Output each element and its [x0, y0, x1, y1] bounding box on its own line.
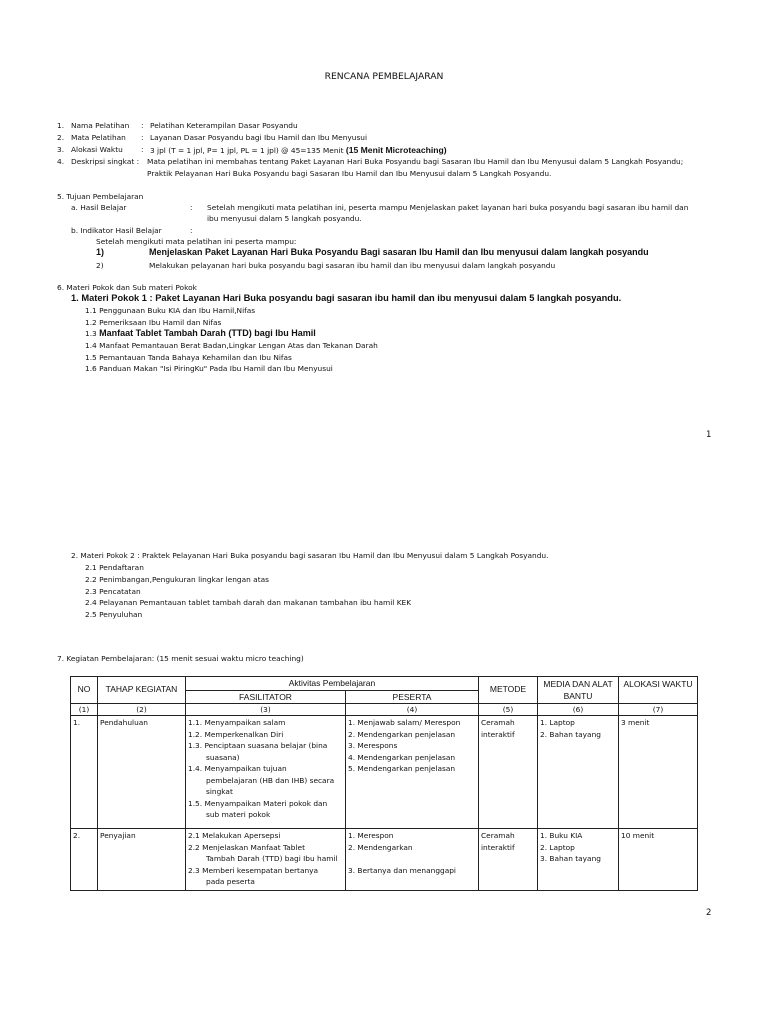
peserta-item: 3. Merespons	[348, 741, 398, 750]
peserta-item: 2. Mendengarkan penjelasan	[348, 729, 456, 739]
info-item-label: Nama Pelatihan	[71, 121, 130, 130]
row-tahap: Penyajian	[98, 829, 186, 891]
item-text: Menyampaikan Materi pokok dan	[204, 798, 328, 808]
peserta-item: 4. Mendengarkan penjelasan	[348, 752, 456, 762]
row-fasilitator	[186, 716, 346, 829]
peserta-item: 1. Merespon	[348, 831, 394, 840]
fasilitator-item	[188, 729, 343, 741]
item-text: Memperkenalkan Diri	[204, 729, 284, 739]
fasilitator-item	[188, 842, 343, 854]
row-peserta	[346, 829, 479, 891]
table-row	[71, 716, 698, 829]
column-number: (6)	[538, 704, 619, 716]
info-item-separator: :	[141, 133, 144, 142]
header-metode: METODE	[479, 677, 538, 704]
indikator-intro: Setelah mengikuti mata pelatihan ini peserta mampu:	[96, 237, 297, 246]
header-aktivitas: Aktivitas Pembelajaran	[186, 677, 479, 691]
indikator-item-text: Menjelaskan Paket Layanan Hari Buka Posyandu Bagi sasaran Ibu Hamil dan Ibu menyusui dalam langkah posyandu	[149, 247, 649, 257]
row-alokasi: 3 menit	[619, 716, 698, 829]
media-item: 1. Buku KIA	[540, 831, 583, 840]
header-alokasi: ALOKASI WAKTU	[619, 677, 698, 704]
tujuan-heading: 5. Tujuan Pembelajaran	[57, 192, 144, 201]
column-number: (7)	[619, 704, 698, 716]
column-number: (4)	[346, 704, 479, 716]
sub-materi-item: 1.6 Panduan Makan "Isi PiringKu" Pada Ibu Hamil dan Ibu Menyusui	[85, 364, 333, 373]
item-number: 1.1.	[188, 718, 203, 727]
item-continuation: pembelajaran (HB dan IHB) secara	[206, 775, 335, 785]
materi-heading: 6. Materi Pokok dan Sub materi Pokok	[57, 283, 197, 292]
column-number: (3)	[186, 704, 346, 716]
item-number: 2.3	[188, 865, 200, 875]
materi-pokok-1: 1. Materi Pokok 1 : Paket Layanan Hari Buka posyandu bagi sasaran ibu hamil dan ibu menyusui dalam 5 langkah posyandu.	[71, 293, 622, 303]
peserta-item	[348, 853, 476, 865]
sub-materi-item: 1.1 Penggunaan Buku KIA dan Ibu Hamil,Nifas	[85, 306, 256, 315]
fasilitator-item	[188, 865, 343, 877]
item-continuation: singkat	[206, 787, 233, 796]
item-text: Menjelaskan Manfaat Tablet	[202, 842, 305, 852]
row-number: 1.	[71, 716, 98, 829]
indikator-item-number: 2)	[96, 261, 104, 270]
indikator-label: b. Indikator Hasil Belajar	[71, 226, 162, 235]
item-continuation: pada peserta	[206, 877, 255, 886]
item-number: 2.2	[188, 842, 200, 852]
info-item-separator: :	[141, 121, 144, 130]
item-continuation: Tambah Darah (TTD) bagi Ibu hamil	[206, 854, 338, 863]
indikator-item-text: Melakukan pelayanan hari buka posyandu bagi sasaran ibu hamil dan ibu menyusui dalam langkah posyandu	[149, 261, 556, 270]
column-number-row	[71, 704, 698, 716]
sub-materi-item: 1.5 Pemantauan Tanda Bahaya Kehamilan dan Ibu Nifas	[85, 353, 292, 362]
metode-line: Ceramah	[481, 718, 515, 727]
fasilitator-item	[188, 763, 343, 775]
row-alokasi: 10 menit	[619, 829, 698, 891]
hasil-belajar-line-2: ibu menyusui dalam 5 langkah posyandu.	[207, 214, 362, 223]
fasilitator-item	[188, 717, 343, 729]
peserta-item: 5. Mendengarkan penjelasan	[348, 764, 456, 773]
peserta-item: 1. Menjawab salam/ Merespon	[348, 718, 461, 727]
header-no: NO	[71, 677, 98, 704]
header-media: MEDIA DAN ALAT BANTU	[538, 677, 619, 704]
row-peserta	[346, 716, 479, 829]
column-number: (2)	[98, 704, 186, 716]
metode-line: interaktif	[481, 729, 515, 739]
media-item: 2. Laptop	[540, 842, 575, 852]
deskripsi-number: 4.	[57, 157, 65, 166]
page-number: 1	[706, 430, 712, 440]
info-item-value	[150, 145, 447, 155]
fasilitator-item	[188, 740, 343, 752]
document-title: RENCANA PEMBELAJARAN	[324, 71, 444, 82]
peserta-item: 2. Mendengarkan	[348, 842, 413, 852]
sub-materi-item: 2.2 Penimbangan,Pengukuran lingkar lengan atas	[85, 575, 269, 584]
metode-line: interaktif	[481, 842, 515, 852]
item-text: Melakukan Apersepsi	[202, 831, 281, 840]
hasil-belajar-separator: :	[190, 203, 193, 212]
media-item: 3. Bahan tayang	[540, 854, 601, 863]
row-number: 2.	[71, 829, 98, 891]
sub-materi-text: Manfaat Tablet Tambah Darah (TTD) bagi Ibu Hamil	[99, 328, 316, 338]
indikator-item-number: 1)	[96, 247, 105, 257]
info-item-label: Mata Pelatihan	[71, 133, 126, 142]
kegiatan-heading: 7. Kegiatan Pembelajaran: (15 menit sesuai waktu micro teaching)	[57, 654, 304, 663]
info-item-value: Pelatihan Keterampilan Dasar Posyandu	[150, 121, 298, 130]
sub-materi-number: 1.3	[85, 329, 97, 338]
peserta-item: 3. Bertanya dan menanggapi	[348, 865, 456, 875]
item-number: 1.2.	[188, 729, 203, 739]
sub-materi-item: 2.3 Pencatatan	[85, 587, 141, 596]
info-item-label: Alokasi Waktu	[71, 145, 123, 154]
info-item-number: 2.	[57, 133, 65, 142]
column-number: (5)	[479, 704, 538, 716]
row-metode	[479, 829, 538, 891]
alokasi-value: 3 jpl (T = 1 jpl, P= 1 jpl, PL = 1 jpl) @ 45=135 Menit	[150, 146, 344, 155]
item-number: 1.3.	[188, 741, 203, 750]
item-number: 1.4.	[188, 764, 203, 773]
header-tahap-kegiatan: TAHAP KEGIATAN	[98, 677, 186, 704]
fasilitator-item	[188, 798, 343, 810]
page-number: 2	[706, 908, 712, 918]
header-fasilitator: FASILITATOR	[186, 690, 346, 704]
deskripsi-label: Deskripsi singkat :	[71, 157, 140, 166]
item-text: Memberi kesempatan bertanya	[202, 865, 319, 875]
info-item-value: Layanan Dasar Posyandu bagi Ibu Hamil dan Ibu Menyusui	[150, 133, 368, 142]
sub-materi-item	[85, 328, 316, 338]
media-item: 1. Laptop	[540, 718, 575, 727]
hasil-belajar-line-1: Setelah mengikuti mata pelatihan ini, peserta mampu Menjelaskan paket layanan hari buka posyandu bagi sasaran ibu hamil dan	[207, 203, 689, 212]
materi-pokok-2: 2. Materi Pokok 2 : Praktek Pelayanan Hari Buka posyandu bagi sasaran Ibu Hamil dan Ibu Menyusui dalam 5 Langkah Posyandu.	[71, 551, 549, 560]
column-number: (1)	[71, 704, 98, 716]
item-number: 1.5.	[188, 798, 203, 808]
sub-materi-item: 2.1 Pendaftaran	[85, 563, 144, 572]
row-media	[538, 829, 619, 891]
item-continuation: suasana)	[206, 752, 240, 762]
deskripsi-line-2: Praktik Pelayanan Hari Buka Posyandu bagi Sasaran Ibu Hamil dan Ibu Menyusui dalam 5 Langkah Posyandu.	[147, 169, 552, 178]
sub-materi-item: 2.4 Pelayanan Pemantauan tablet tambah darah dan makanan tambahan ibu hamil KEK	[85, 598, 412, 607]
sub-materi-item: 1.4 Manfaat Pemantauan Berat Badan,Lingkar Lengan Atas dan Tekanan Darah	[85, 341, 378, 350]
indikator-separator: :	[190, 226, 193, 235]
item-number: 2.1	[188, 831, 200, 840]
info-item-separator: :	[141, 145, 144, 154]
row-tahap: Pendahuluan	[98, 716, 186, 829]
item-text: Menyampaikan salam	[204, 718, 286, 727]
sub-materi-item: 1.2 Pemeriksaan Ibu Hamil dan Nifas	[85, 318, 222, 327]
sub-materi-item: 2.5 Penyuluhan	[85, 610, 143, 619]
row-media	[538, 716, 619, 829]
header-peserta: PESERTA	[346, 690, 479, 704]
table-row	[71, 829, 698, 891]
metode-line: Ceramah	[481, 831, 515, 840]
item-continuation: sub materi pokok	[206, 810, 271, 819]
row-fasilitator	[186, 829, 346, 891]
microteaching-emphasis: (15 Menit Microteaching)	[345, 145, 447, 155]
kegiatan-table	[70, 676, 698, 891]
info-item-number: 1.	[57, 121, 65, 130]
item-text: Menyampaikan tujuan	[204, 764, 287, 773]
media-item: 2. Bahan tayang	[540, 729, 601, 739]
info-item-number: 3.	[57, 145, 65, 154]
row-metode	[479, 716, 538, 829]
item-text: Penciptaan suasana belajar (bina	[204, 741, 328, 750]
fasilitator-item	[188, 830, 343, 842]
hasil-belajar-label: a. Hasil Belajar	[71, 203, 127, 212]
deskripsi-line-1: Mata pelatihan ini membahas tentang Paket Layanan Hari Buka Posyandu bagi Sasaran Ibu Hamil dan Ibu Menyusui dalam 5 Langkah Posyandu;	[147, 157, 684, 166]
